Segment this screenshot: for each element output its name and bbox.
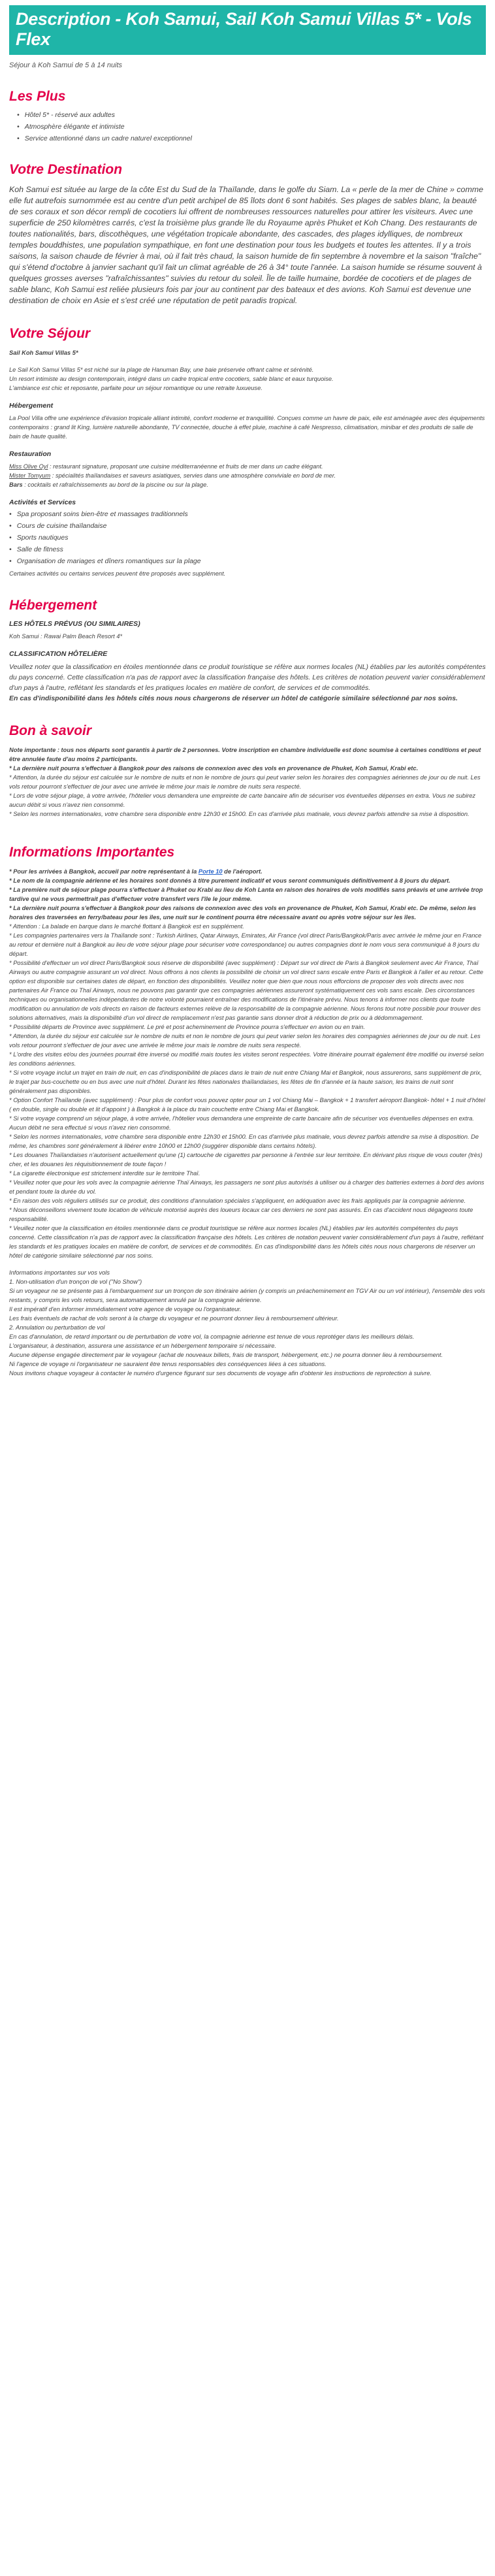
infos-n4: * Possibilité départs de Province avec supplément. Le pré et post acheminement de Province pourra s'effectuer en avion ou en train.	[9, 1024, 365, 1030]
infos-n8: * Option Confort Thaïlande (avec supplément) : Pour plus de confort vous pouvez opter pour un 1 vol Chiang Mai – Bangkok + 1 transfert aéroport Bangkok- hôtel + 1 nuit d'hôtel ( en double, single ou double et lit d'appoint ) à Bangkok à la place du train couchette entre Chiang Mai et Bangkok.	[9, 1097, 485, 1113]
restauration-label: Restauration	[9, 450, 52, 458]
list-item: • Cours de cuisine thaïlandaise	[9, 522, 486, 530]
vols-l1: Informations importantes sur vos vols	[9, 1269, 110, 1276]
restaurant-2-name: Mister Tomyum	[9, 472, 51, 479]
destination-heading: Votre Destination	[9, 162, 123, 177]
list-item: • Sports nautiques	[9, 534, 486, 542]
vols-l2: 1. Non-utilisation d'un tronçon de vol ("No Show")	[9, 1279, 142, 1285]
infos-n5: * Attention, la durée du séjour est calculée sur le nombre de nuits et non le nombre de jours qui peut varier selon les horaires des compagnies aériennes de jour ou de nuit. Les vols retour pourront s'effectuer de jour avec une arrivée le même jour mais le nombre de nuits sera respecté.	[9, 1033, 481, 1049]
infos-n15: * Nous déconseillons vivement toute location de véhicule motorisé auprès des loueurs locaux car ces derniers ne sont pas assurés. En cas d'accident nous dégageons toute responsabilité.	[9, 1207, 473, 1222]
porte-10-link[interactable]: Porte 10	[198, 868, 223, 875]
infos-b3: * La première nuit de séjour plage pourra s'effectuer à Phuket ou Krabi au lieu de Koh Lanta en raison des horaires de vols modifiés sans préavis et une arrivée trop tardive qui ne vous permettrait pas d'effectuer votre transfert vers l'île le jour même.	[9, 887, 483, 902]
similaires-text: Koh Samui : Rawai Palm Beach Resort 4*	[9, 633, 123, 640]
infos-n13: * Veuillez noter que pour les vols avec la compagnie aérienne Thaï Airways, les passagers ne sont plus autorisés à utiliser ou à charger des batteries externes à bord des avions et pendant toute la durée du vol.	[9, 1179, 485, 1195]
hebergement-heading: Hébergement	[9, 598, 97, 613]
plus-list	[17, 111, 486, 142]
hebergement-text: La Pool Villa offre une expérience d'évasion tropicale alliant intimité, confort moderne et tranquillité. Conçues comme un havre de paix, elle est aménagée avec des équipements contemporains : grand lit King, lumière naturelle abondante, TV connectée, douche à effet pluie, machine à café Nespresso, climatisation, minibar et des produits de salle de bain de haute qualité.	[9, 415, 485, 440]
vols-l4: Il est impératif d'en informer immédiatement votre agence de voyage ou l'organisateur.	[9, 1306, 242, 1312]
plus-heading: Les Plus	[9, 89, 66, 104]
bon-a-savoir-p3: * Attention, la durée du séjour est calculée sur le nombre de nuits et non le nombre de jours qui peut varier selon les horaires des compagnies aériennes de jour ou de nuit. Les vols retour pourront s'effectuer de jour avec une arrivée le même jour mais le nombre de nuits sera respecté.	[9, 774, 481, 790]
list-item: • Atmosphère élégante et intimiste	[17, 123, 486, 131]
classification-label: CLASSIFICATION HÔTELIÈRE	[9, 650, 108, 658]
page-title: Description - Koh Samui, Sail Koh Samui Villas 5* - Vols Flex	[9, 5, 486, 55]
infos-n2: * Les compagnies partenaires vers la Thaïlande sont : Turkish Airlines, Qatar Airways, Emirates, Air France (vol direct Paris/Bangkok/Paris avec arrivée le même jour en France au retour et dernière nuit à Bangkok au lieu de votre séjour plage pour sécuriser votre correspondance) ou autres compagnies dont le nom vous sera communiqué à 8 jours du départ.	[9, 932, 482, 957]
vols-l7: En cas d'annulation, de retard important ou de perturbation de votre vol, la compagnie aérienne est tenue de vous reprotéger dans les meilleurs délais.	[9, 1333, 415, 1340]
bon-a-savoir-heading: Bon à savoir	[9, 723, 92, 738]
infos-n10: * Selon les normes internationales, votre chambre sera disponible entre 12h30 et 15h00. En cas d'arrivée plus matinale, vous devrez parfois attendre sa mise à disposition. De même, les chambres sont généralement à libérer entre 10h00 et 12h00 (suggérer disponible dans certains hôtels).	[9, 1133, 479, 1149]
vols-l5: Les frais éventuels de rachat de vols seront à la charge du voyageur et ne pourront donner lieu à remboursement ultérieur.	[9, 1315, 339, 1322]
restaurant-1-name: Miss Olive Oyl	[9, 463, 48, 470]
activites-note: Certaines activités ou certains services peuvent être proposés avec supplément.	[9, 570, 226, 577]
sejour-intro-2: Un resort intimiste au design contemporain, intégré dans un cadre tropical entre cocotiers, sable blanc et eaux turquoise.	[9, 376, 334, 382]
bon-a-savoir-p2: * La dernière nuit pourra s'effectuer à Bangkok pour des raisons de connexion avec des vols en provenance de Phuket, Koh Samui, Krabi etc.	[9, 765, 419, 772]
list-item: • Hôtel 5* - réservé aux adultes	[17, 111, 486, 119]
infos-b1	[9, 867, 486, 876]
sejour-intro-3: L'ambiance est chic et reposante, parfaite pour un séjour romantique ou une retraite luxueuse.	[9, 385, 263, 391]
list-item: • Salle de fitness	[9, 546, 486, 553]
bon-a-savoir-p5: * Selon les normes internationales, votre chambre sera disponible entre 12h30 et 15h00. En cas d'arrivée plus matinale, vous devrez parfois attendre sa mise à disposition.	[9, 811, 470, 817]
infos-heading: Informations Importantes	[9, 845, 175, 860]
activites-label: Activités et Services	[9, 498, 76, 506]
infos-n3: * Possibilité d'effectuer un vol direct Paris/Bangkok sous réserve de disponibilité (avec supplément) : Départ sur vol direct de Paris à Bangkok seulement avec Air France, Thaï Airways ou autre compagnie assurant un vol direct. Nous offrons à nos clients la possibilité de choisir un vol direct sans escale entre Paris et Bangkok à l'aller et au retour. Cette option est disponible sur certaines dates de départ, en fonction des disponibilités. Veuillez noter que bien que nous nous efforcions de proposer des vols directs avec nos partenaires Air France ou Thaï Airways, nous ne pouvons pas garantir que ces compagnies aériennes assureront systématiquement ces vols sans escale. Des circonstances techniques ou organisationnelles indépendantes de notre volonté pourraient entraîner des modifications de l'itinéraire prévu. Nous tenons à informer nos clients que toute modification ou annulation de vols directs en raison de facteurs externes relève de la responsabilité de la compagnie aérienne. Nous ferons tout notre possible pour trouver des solutions alternatives, mais la disponibilité d'un vol direct de remplacement n'est pas garantie sans donner droit à réduction de prix ou à dédommagement.	[9, 960, 483, 1021]
vols-l9: Aucune dépense engagée directement par le voyageur (achat de nouveaux billets, frais de transport, hébergement, etc.) ne pourra donner lieu à remboursement.	[9, 1352, 443, 1358]
activites-list	[9, 510, 486, 565]
bon-a-savoir-p1: Note importante : tous nos départs sont garantis à partir de 2 personnes. Votre inscription en chambre individuelle est donc soumise à certaines conditions et peut être annulée faute d'au moins 2 participants.	[9, 747, 481, 762]
infos-n16: * Veuillez noter que la classification en étoiles mentionnée dans ce produit touristique se réfère aux normes locales (NL) établies par les autorités compétentes du pays concerné. Cette classification n'a pas de rapport avec la classification française des hôtels. Les critères de notation peuvent varier considérablement d'un pays à l'autre, reflétant les standards et les pratiques locales en matière de confort, de services et de commodités. En cas d'indisponibilité dans les hôtels cités nous nous chargerons de réserver un hôtel de catégorie similaire sélectionné par nos soins.	[9, 1225, 484, 1259]
infos-b1-b: de l'aéroport.	[222, 868, 263, 875]
infos-n7: * Si votre voyage inclut un trajet en train de nuit, en cas d'indisponibilité de places dans le train de nuit entre Chiang Mai et Bangkok, nous assurerons, sans supplément de prix, le trajet par bus-couchette ou en bus avec une nuit d'hôtel. Durant les fêtes nationales thaïlandaises, les fêtes de fin d'année et la haute saison, les trains de nuit sont généralement pas disponibles.	[9, 1069, 482, 1094]
infos-n11: * Les douanes Thaïlandaises n'autorisent actuellement qu'une (1) cartouche de cigarettes par personne à l'entrée sur leur territoire. En dérivant plus risque de vous couter (très) cher, et les douanes les réquisitionnement de toute façon !	[9, 1152, 483, 1167]
infos-n1: * Attention : La balade en barque dans le marché flottant à Bangkok est en supplément.	[9, 923, 244, 930]
infos-b2: * Le nom de la compagnie aérienne et les horaires sont donnés à titre purement indicatif et vous seront communiqués définitivement à 8 jours du départ.	[9, 877, 451, 884]
restaurant-1-text: : restaurant signature, proposant une cuisine méditerranéenne et fruits de mer dans un cadre élégant.	[48, 463, 323, 470]
classification-bold: En cas d'indisponibilité dans les hôtels cités nous nous chargerons de réserver un hôtel de catégorie similaire sélectionné par nos soins.	[9, 694, 458, 702]
infos-n6: * L'ordre des visites et/ou des journées pourrait être inversé ou modifié mais toutes les visites seront respectées. Votre itinéraire pourrait également être modifié ou inversé selon les conditions aériennes.	[9, 1051, 484, 1067]
vols-l3: Si un voyageur ne se présente pas à l'embarquement sur un tronçon de son itinéraire aérien (y compris un préacheminement en TGV Air ou un vol intérieur), l'ensemble des vols restants, y compris les vols retours, sera automatiquement annulé par la compagnie aérienne.	[9, 1288, 485, 1303]
restaurant-3	[9, 480, 486, 489]
page-subtitle: Séjour à Koh Samui de 5 à 14 nuits	[9, 61, 123, 69]
restaurant-3-name: Bars	[9, 481, 23, 488]
classification-text: Veuillez noter que la classification en étoiles mentionnée dans ce produit touristique se réfère aux normes locales (NL) établies par les autorités compétentes du pays concerné. Cette classification n'a pas de rapport avec la classification française des hôtels. Les critères de notation peuvent varier considérablement d'un pays à l'autre, reflétant les standards et les pratiques locales en matière de confort, de services et de commodités.	[9, 663, 486, 692]
list-item: • Service attentionné dans un cadre naturel exceptionnel	[17, 135, 486, 142]
destination-text: Koh Samui est située au large de la côte Est du Sud de la Thaïlande, dans le golfe du Siam. La « perle de la mer de Chine » comme elle fut autrefois surnommée est au centre d'un petit archipel de 85 îlots dont 6 sont habités. Ses plages de sables blanc, la beauté de ses coraux et son décor rempli de cocotiers lui offrent de nombreuses ressources naturelles pour attirer les visiteurs. Avec une superficie de 250 kilomètres carrés, c'est la troisième plus grande île du Royaume après Phuket et Koh Chang. Des restaurants de toutes nationalités, bars, discothèques, une végétation tropicale abondante, des cascades, des plages idylliques, de nombreux temples bouddhistes, une population sympathique, en font une destination pour tous les budgets et toutes les attentes. Il y a trois saisons, la saison chaude de février à mai, où il fait très chaud, la saison humide de fin septembre à novembre et la saison "fraîche" qui s'étend d'octobre à janvier sachant qu'il fait un climat agréable de 26 à 34° toute l'année. La saison humide se résume souvent à quelques grosses averses "rafraîchissantes" suivies du retour du soleil. Île de taille humaine, bordée de cocotiers et de plages de sable blanc, Koh Samui est reliée plusieurs fois par jour au continent par des bateaux et des avions. Koh Samui est devenue une destination de choix en Asie et s'est créé une réputation de petit paradis tropical.	[9, 185, 483, 305]
vols-l11: Nous invitons chaque voyageur à contacter le numéro d'urgence figurant sur ses documents de voyage afin d'obtenir les instructions de reprotection à suivre.	[9, 1370, 432, 1377]
vols-l8: L'organisateur, à destination, assurera une assistance et un hébergement temporaire si nécessaire.	[9, 1343, 277, 1349]
restaurant-2	[9, 471, 486, 480]
sejour-intro-1: Le Sail Koh Samui Villas 5* est niché sur la plage de Hanuman Bay, une baie préservée offrant calme et sérénité.	[9, 367, 314, 373]
infos-n9: * Si votre voyage comprend un séjour plage, à votre arrivée, l'hôtelier vous demandera une empreinte de carte bancaire afin de sécuriser vos éventuelles dépenses en extra. Aucun débit ne sera effectué si vous n'avez rien consommé.	[9, 1115, 474, 1131]
infos-n12: * La cigarette électronique est strictement interdite sur le territoire Thaï.	[9, 1170, 200, 1177]
similaires-label: LES HÔTELS PRÉVUS (OU SIMILAIRES)	[9, 620, 140, 628]
list-item: • Spa proposant soins bien-être et massages traditionnels	[9, 510, 486, 518]
restaurant-1	[9, 462, 486, 471]
infos-n14: * En raison des vols réguliers utilisés sur ce produit, des conditions d'annulation spéciales s'appliquent, en adéquation avec les frais appliqués par la compagnie aérienne.	[9, 1198, 466, 1204]
restaurant-3-text: : cocktails et rafraîchissements au bord de la piscine ou sur la plage.	[22, 481, 208, 488]
restaurant-2-text: : spécialités thaïlandaises et saveurs asiatiques, servies dans une atmosphère conviviale en bord de mer.	[50, 472, 336, 479]
hebergement-label: Hébergement	[9, 402, 54, 410]
sejour-heading: Votre Séjour	[9, 326, 91, 341]
infos-b1-a: * Pour les arrivées à Bangkok, accueil par notre représentant à la	[9, 868, 199, 875]
vols-l6: 2. Annulation ou perturbation de vol	[9, 1324, 105, 1331]
infos-b4: * La dernière nuit pourra s'effectuer à Bangkok pour des raisons de connexion avec des vols en provenance de Phuket, Koh Samui, Krabi etc. De même, selon les horaires des traversées en ferry/bateau pour les îles, une nuit sur le continent pourra être nécessaire avant ou après votre séjour sur les îles.	[9, 905, 477, 921]
bon-a-savoir-p4: * Lors de votre séjour plage, à votre arrivée, l'hôtelier vous demandera une empreinte de carte bancaire afin de sécuriser vos éventuelles dépenses en extra. Vous ne subirez aucun débit si vous n'avez rien consommé.	[9, 792, 476, 808]
list-item: • Organisation de mariages et dîners romantiques sur la plage	[9, 557, 486, 565]
vols-l10: Ni l'agence de voyage ni l'organisateur ne sauraient être tenus responsables des conséquences liées à ces situations.	[9, 1361, 327, 1367]
hotel-name: Sail Koh Samui Villas 5*	[9, 350, 78, 356]
